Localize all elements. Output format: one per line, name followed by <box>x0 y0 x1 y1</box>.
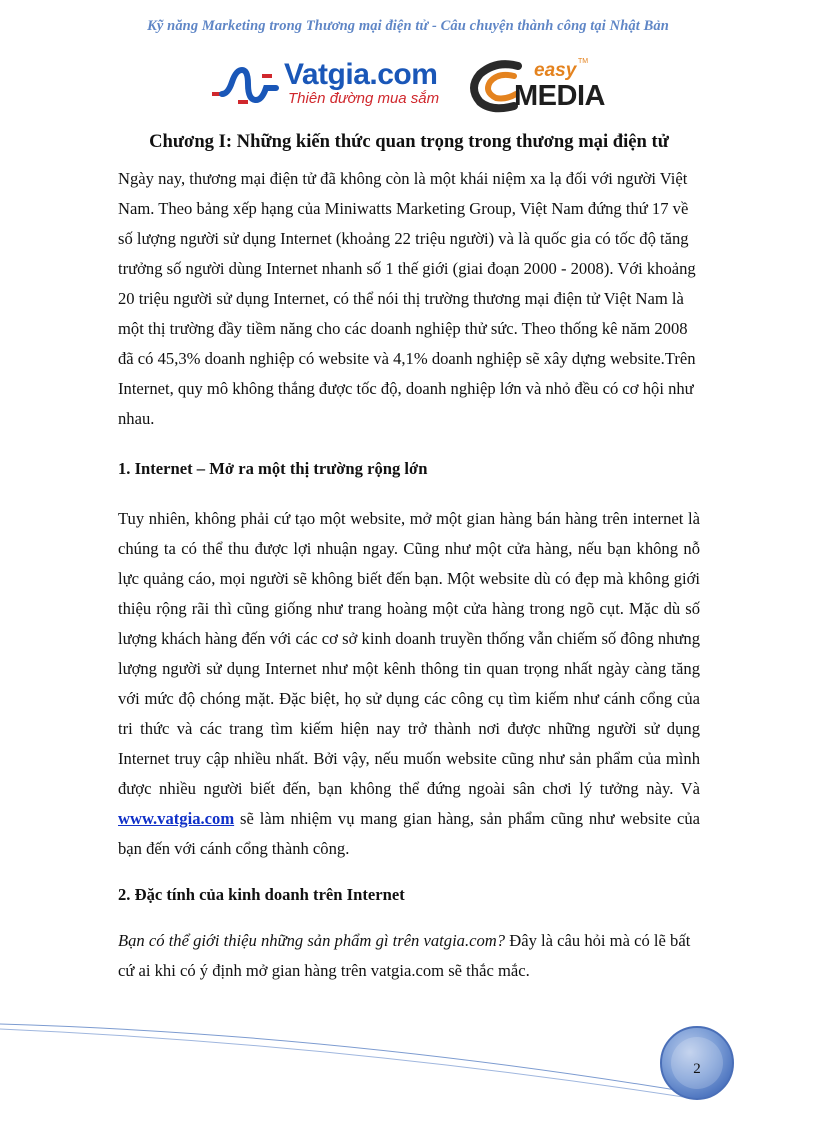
paragraph-text: Tuy nhiên, không phải cứ tạo một website, mở một gian hàng bán hàng trên internet là chúng ta có thể thu được lợi nhuận ngay. Cũng như một cửa hàng, nếu bạn không nỗ lực quảng cáo, mọi người sẽ không biết đến bạn. Một website dù có đẹp mà không giới thiệu rộng rãi thì cũng giống như trang hoàng một cửa hàng trong ngõ cụt. Mặc dù số lượng khách hàng đến với các cơ sở kinh doanh truyền thống vẫn chiếm số đông nhưng lượng người sử dụng Internet như một kênh thông tin quan trọng nhất ngày càng tăng với mức độ chóng mặt. Đặc biệt, họ sử dụng các công cụ tìm kiếm như cánh cổng của tri thức và các trang tìm kiếm hiện nay trở thành nơi được những người sử dụng Internet truy cập nhiều nhất. Bởi vậy, nếu muốn website cũng như sản phẩm của mình được nhiều người biết đến, bạn không thể đứng ngoài sân chơi lý tưởng này. Và <box>118 509 700 798</box>
vatgia-link[interactable]: www.vatgia.com <box>118 809 235 828</box>
media-wordmark: MEDIA <box>514 80 605 112</box>
section-characteristics-paragraph <box>118 926 700 986</box>
chapter-title: Chương I: Những kiến thức quan trọng trong thương mại điện tử <box>149 131 669 152</box>
easy-media-logo <box>466 58 626 114</box>
vatgia-logo-icon <box>208 64 280 108</box>
paragraph-text: Đây là câu hỏi mà có lẽ bất cứ ai khi có ý định mở gian hàng trên vatgia.com sẽ thắc mắc. <box>118 931 691 980</box>
vatgia-logo <box>208 60 454 112</box>
section-heading-internet: 1. Internet – Mở ra một thị trường rộng lớn <box>118 459 428 478</box>
page-number: 2 <box>693 1061 701 1077</box>
trademark-mark: TM <box>578 58 589 65</box>
paragraph-text-continued: sẽ làm nhiệm vụ mang gian hàng, sản phẩm cũng như website của bạn đến với cánh cổng thành công. <box>118 809 700 858</box>
logo-banner <box>0 58 816 114</box>
easy-wordmark: easy <box>534 60 577 81</box>
vatgia-wordmark: Vatgia.com <box>284 58 438 91</box>
question-text: Bạn có thể giới thiệu những sản phẩm gì trên vatgia.com? <box>118 931 506 950</box>
document-body <box>118 126 700 986</box>
section-internet-paragraph <box>118 504 700 864</box>
intro-paragraph: Ngày nay, thương mại điện tử đã không còn là một khái niệm xa lạ đối với người Việt Nam. Theo bảng xếp hạng của Miniwatts Marketing Group, Việt Nam đứng thứ 17 về số lượng người sử dụng Internet (khoảng 22 triệu người) và là quốc gia có tốc độ tăng trưởng số người dùng Internet nhanh số 1 thế giới (giai đoạn 2000 - 2008). Với khoảng 20 triệu người sử dụng Internet, có thể nói thị trường thương mại điện tử Việt Nam là một thị trường đầy tiềm năng cho các doanh nghiệp thử sức. Theo thống kê năm 2008 đã có 45,3% doanh nghiệp có website và 4,1% doanh nghiệp sẽ xây dựng website.Trên Internet, quy mô không thắng được tốc độ, doanh nghiệp lớn và nhỏ đều có cơ hội như nhau. <box>118 169 696 428</box>
running-header: Kỹ năng Marketing trong Thương mại điện tử - Câu chuyện thành công tại Nhật Bản <box>147 18 669 34</box>
section-heading-characteristics: 2. Đặc tính của kinh doanh trên Internet <box>118 885 405 904</box>
vatgia-slogan: Thiên đường mua sắm <box>288 90 440 107</box>
